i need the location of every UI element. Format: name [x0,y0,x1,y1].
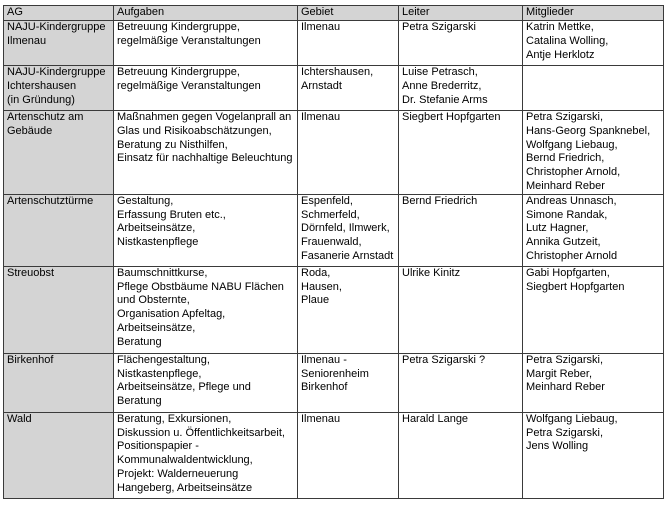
table-row [4,21,664,66]
cell-line: Lutz Hagner, [526,222,589,235]
cell-gebiet [298,111,399,195]
cell-line: Glas und Risikoabschätzungen, [117,124,272,137]
cell-line: Wolfgang Liebaug, [526,412,618,425]
cell-line: Meinhard Reber [526,381,605,394]
cell-line: Christopher Arnold, [526,166,621,179]
cell-line: NAJU-Kindergruppe [7,21,106,33]
cell-line: Gabi Hopfgarten, [526,266,610,279]
table-row [4,111,664,195]
cell-line: Katrin Mettke, [526,21,594,33]
cell-line: Kommunalwaldentwicklung, [117,454,253,467]
cell-line: Espenfeld, [301,194,353,207]
cell-line: Ilmenau [301,21,341,33]
cell-line: regelmäßige Veranstaltungen [117,79,261,92]
cell-line: Petra Szigarski ? [402,353,486,366]
cell-ag [4,111,114,195]
cell-line: (in Gründung) [7,93,75,106]
cell-line: Ilmenau - [301,353,347,366]
cell-mitglieder [523,21,664,66]
cell-line: Petra Szigarski [402,21,476,33]
cell-line: Petra Szigarski, [526,111,604,123]
cell-leiter [399,21,523,66]
cell-line: Pflege Obstbäume NABU Flächen [117,280,284,293]
cell-line: Beratung [117,395,162,408]
cell-line: Arbeitseinsätze, [117,321,196,334]
cell-line: Nistkastenpflege [117,236,199,249]
cell-line: Plaue [301,294,330,307]
cell-line: Andreas Unnasch, [526,194,617,207]
cell-gebiet [298,412,399,498]
cell-line: NAJU-Kindergruppe [7,66,106,78]
cell-ag [4,21,114,66]
cell-line: Erfassung Bruten etc., [117,208,226,221]
cell-line: Ichtershausen, [301,66,374,78]
table-row [4,194,664,266]
cell-line: Ulrike Kinitz [402,266,461,279]
cell-line: Artenschutz am [7,111,84,123]
cell-line: Organisation Apfeltag, [117,308,226,321]
cell-line: Hans-Georg Spanknebel, [526,124,651,137]
header-ag: AG [4,6,114,21]
cell-line: Gestaltung, [117,194,174,207]
cell-line: Schmerfeld, [301,208,360,221]
cell-leiter [399,412,523,498]
cell-line: Antje Herklotz [526,48,595,61]
cell-ag [4,412,114,498]
cell-line: Diskussion u. Öffentlichkeitsarbeit, [117,426,285,439]
cell-line: Roda, [301,266,331,279]
cell-line: Wald [7,412,32,425]
cell-aufgaben [114,194,298,266]
cell-line: Christopher Arnold [526,249,618,262]
cell-line: Ichtershausen [7,79,77,92]
cell-line: Annika Gutzeit, [526,236,601,249]
cell-leiter [399,194,523,266]
cell-gebiet [298,21,399,66]
cell-line: Arbeitseinsätze, Pflege und [117,381,251,394]
cell-leiter [399,66,523,111]
cell-mitglieder [523,266,664,353]
cell-aufgaben [114,353,298,412]
cell-line: Arnstadt [301,79,342,92]
cell-line: Harald Lange [402,412,469,425]
cell-line: Hangeberg, Arbeitseinsätze [117,481,253,494]
cell-line: und Obsternte, [117,294,190,307]
header-mitglieder: Mitglieder [523,6,664,21]
cell-line: Catalina Wolling, [526,34,609,47]
cell-line: Meinhard Reber [526,179,605,192]
header-aufgaben: Aufgaben [114,6,298,21]
cell-line: Simone Randak, [526,208,608,221]
table-body [4,21,664,499]
cell-line: Maßnahmen gegen Vogelanprall an [117,111,292,123]
cell-line: Wolfgang Liebaug, [526,138,618,151]
cell-mitglieder [523,111,664,195]
cell-line: Nistkastenpflege, [117,367,202,380]
cell-line: Beratung [117,335,162,348]
cell-line: Betreuung Kindergruppe, [117,21,240,33]
cell-aufgaben [114,412,298,498]
cell-line: Einsatz für nachhaltige Beleuchtung [117,152,293,165]
cell-aufgaben [114,266,298,353]
cell-line: Flächengestaltung, [117,353,210,366]
cell-mitglieder [523,353,664,412]
cell-line: Dörnfeld, Ilmwerk, [301,222,390,235]
cell-line: Ilmenau [301,412,341,425]
cell-mitglieder [523,412,664,498]
cell-line: Luise Petrasch, [402,66,478,78]
cell-line: Bernd Friedrich, [526,152,605,165]
cell-line: Siegbert Hopfgarten [526,280,625,293]
cell-line: Positionspapier - [117,440,199,453]
table-row [4,353,664,412]
cell-line: Dr. Stefanie Arms [402,93,488,106]
cell-line: Projekt: Walderneuerung [117,467,239,480]
cell-line: Siegbert Hopfgarten [402,111,501,123]
cell-line: Gebäude [7,124,53,137]
cell-line: Birkenhof [7,353,54,366]
cell-line: Ilmenau [7,34,47,47]
cell-line: Fasanerie Arnstadt [301,249,394,262]
table-row [4,266,664,353]
cell-ag [4,266,114,353]
cell-gebiet [298,266,399,353]
header-leiter: Leiter [399,6,523,21]
cell-line: Jens Wolling [526,440,589,453]
cell-line: Ilmenau [301,111,341,123]
cell-line: Birkenhof [301,381,348,394]
cell-line: Arbeitseinsätze, [117,222,196,235]
cell-line: Hausen, [301,280,342,293]
cell-ag [4,194,114,266]
cell-line: Beratung zu Nisthilfen, [117,138,228,151]
cell-ag [4,66,114,111]
cell-gebiet [298,194,399,266]
cell-line: Seniorenheim [301,367,369,380]
cell-mitglieder [523,66,664,111]
cell-line: Betreuung Kindergruppe, [117,66,240,78]
cell-aufgaben [114,111,298,195]
cell-line: regelmäßige Veranstaltungen [117,34,261,47]
cell-line: Petra Szigarski, [526,426,604,439]
cell-ag [4,353,114,412]
ag-table [3,5,664,499]
cell-leiter [399,266,523,353]
cell-leiter [399,353,523,412]
cell-gebiet [298,353,399,412]
table-row [4,412,664,498]
table-row [4,66,664,111]
cell-line: Baumschnittkurse, [117,266,208,279]
cell-aufgaben [114,66,298,111]
cell-aufgaben [114,21,298,66]
cell-gebiet [298,66,399,111]
cell-line: Beratung, Exkursionen, [117,412,232,425]
cell-line: Artenschutztürme [7,194,94,207]
cell-line: Anne Brederritz, [402,79,482,92]
header-gebiet: Gebiet [298,6,399,21]
cell-line: Frauenwald, [301,236,362,249]
cell-line: Margit Reber, [526,367,593,380]
cell-line: Bernd Friedrich [402,194,478,207]
cell-line: Streuobst [7,266,55,279]
header-row [4,6,664,21]
cell-leiter [399,111,523,195]
cell-line: Petra Szigarski, [526,353,604,366]
cell-mitglieder [523,194,664,266]
